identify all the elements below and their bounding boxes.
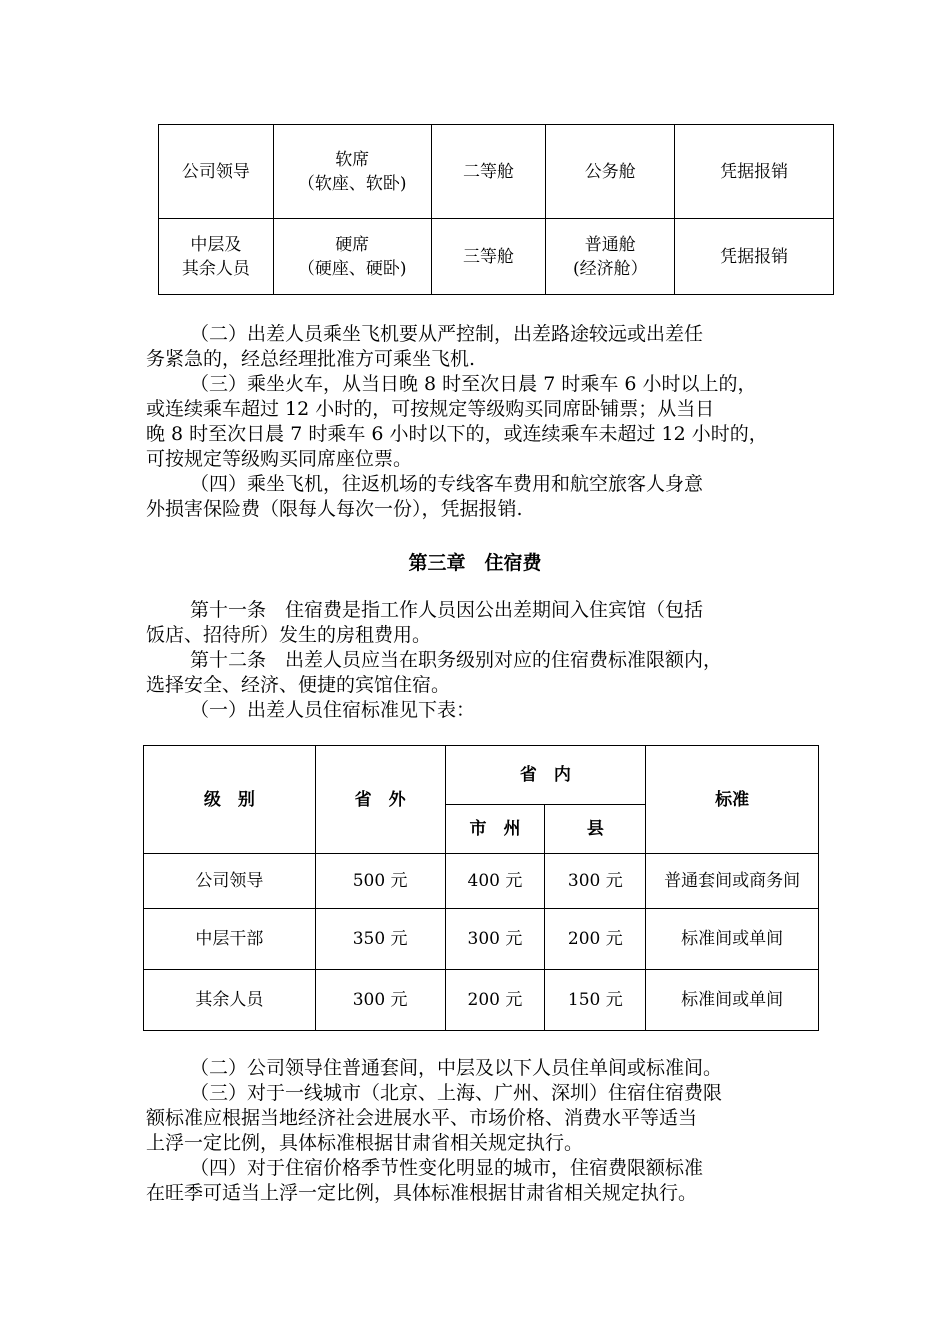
table-row bbox=[159, 125, 834, 219]
city-cell: 400 元 bbox=[445, 854, 545, 909]
paragraph-line: （四）乘坐飞机，往返机场的专线客车费用和航空旅客人身意 bbox=[190, 473, 704, 495]
ship-cell: 二等舱 bbox=[431, 125, 546, 219]
outside-cell: 500 元 bbox=[315, 854, 445, 909]
paragraph-line: 可按规定等级购买同席座位票。 bbox=[146, 448, 413, 470]
paragraph-line: （一）出差人员住宿标准见下表： bbox=[190, 699, 476, 721]
paragraph-line: 在旺季可适当上浮一定比例，具体标准根据甘肃省相关规定执行。 bbox=[146, 1182, 698, 1204]
paragraph-line: 外损害保险费（限每人每次一份），凭据报销. bbox=[146, 498, 523, 520]
header-city: 市 州 bbox=[445, 805, 545, 854]
chapter-heading: 第三章 住宿费 bbox=[408, 552, 542, 574]
level-cell: 中层干部 bbox=[144, 909, 316, 970]
level-cell: 公司领导 bbox=[159, 125, 274, 219]
level-cell: 中层及 其余人员 bbox=[159, 219, 274, 295]
paragraph-line: （三）乘坐火车，从当日晚 8 时至次日晨 7 时乘车 6 小时以上的， bbox=[190, 373, 757, 395]
table-row bbox=[144, 970, 819, 1031]
header-outside: 省 外 bbox=[315, 746, 445, 854]
standard-cell: 标准间或单间 bbox=[646, 909, 819, 970]
standard-cell: 普通套间或商务间 bbox=[646, 854, 819, 909]
other-cell: 凭据报销 bbox=[675, 219, 834, 295]
standard-cell: 标准间或单间 bbox=[646, 970, 819, 1031]
lodging-standard-table bbox=[143, 745, 819, 1031]
paragraph-line: （三）对于一线城市（北京、上海、广州、深圳）住宿住宿费限 bbox=[190, 1082, 723, 1104]
county-cell: 300 元 bbox=[545, 854, 646, 909]
paragraph-line: 晚 8 时至次日晨 7 时乘车 6 小时以下的，或连续乘车未超过 12 小时的， bbox=[146, 423, 768, 445]
table-row bbox=[159, 219, 834, 295]
paragraph-line: （二）公司领导住普通套间，中层及以下人员住单间或标准间。 bbox=[190, 1057, 723, 1079]
paragraph-line: 第十二条 出差人员应当在职务级别对应的住宿费标准限额内， bbox=[190, 649, 723, 671]
level-cell: 公司领导 bbox=[144, 854, 316, 909]
paragraph-line: （二）出差人员乘坐飞机要从严控制，出差路途较远或出差任 bbox=[190, 323, 704, 345]
level-cell: 其余人员 bbox=[144, 970, 316, 1031]
paragraph-line: 或连续乘车超过 12 小时的，可按规定等级购买同席卧铺票；从当日 bbox=[146, 398, 715, 420]
table-row bbox=[144, 854, 819, 909]
train-cell: 硬席 （硬座、硬卧) bbox=[273, 219, 431, 295]
table-header-row bbox=[144, 746, 819, 805]
paragraph-line: 务紧急的，经总经理批准方可乘坐飞机. bbox=[146, 348, 476, 370]
outside-cell: 350 元 bbox=[315, 909, 445, 970]
paragraph-line: 第十一条 住宿费是指工作人员因公出差期间入住宾馆（包括 bbox=[190, 599, 704, 621]
header-standard: 标准 bbox=[646, 746, 819, 854]
plane-cell: 公务舱 bbox=[546, 125, 675, 219]
city-cell: 200 元 bbox=[445, 970, 545, 1031]
header-county: 县 bbox=[545, 805, 646, 854]
plane-cell: 普通舱 (经济舱） bbox=[546, 219, 675, 295]
paragraph-line: 上浮一定比例，具体标准根据甘肃省相关规定执行。 bbox=[146, 1132, 584, 1154]
paragraph-line: 额标准应根据当地经济社会进展水平、市场价格、消费水平等适当 bbox=[146, 1107, 698, 1129]
paragraph-line: （四）对于住宿价格季节性变化明显的城市，住宿费限额标准 bbox=[190, 1157, 704, 1179]
header-inside: 省 内 bbox=[445, 746, 646, 805]
paragraph-line: 选择安全、经济、便捷的宾馆住宿。 bbox=[146, 674, 451, 696]
outside-cell: 300 元 bbox=[315, 970, 445, 1031]
train-cell: 软席 （软座、软卧) bbox=[273, 125, 431, 219]
city-cell: 300 元 bbox=[445, 909, 545, 970]
table-row bbox=[144, 909, 819, 970]
paragraph-line: 饭店、招待所）发生的房租费用。 bbox=[146, 624, 432, 646]
county-cell: 200 元 bbox=[545, 909, 646, 970]
ship-cell: 三等舱 bbox=[431, 219, 546, 295]
transport-standard-table bbox=[158, 124, 834, 295]
other-cell: 凭据报销 bbox=[675, 125, 834, 219]
header-level: 级 别 bbox=[144, 746, 316, 854]
county-cell: 150 元 bbox=[545, 970, 646, 1031]
